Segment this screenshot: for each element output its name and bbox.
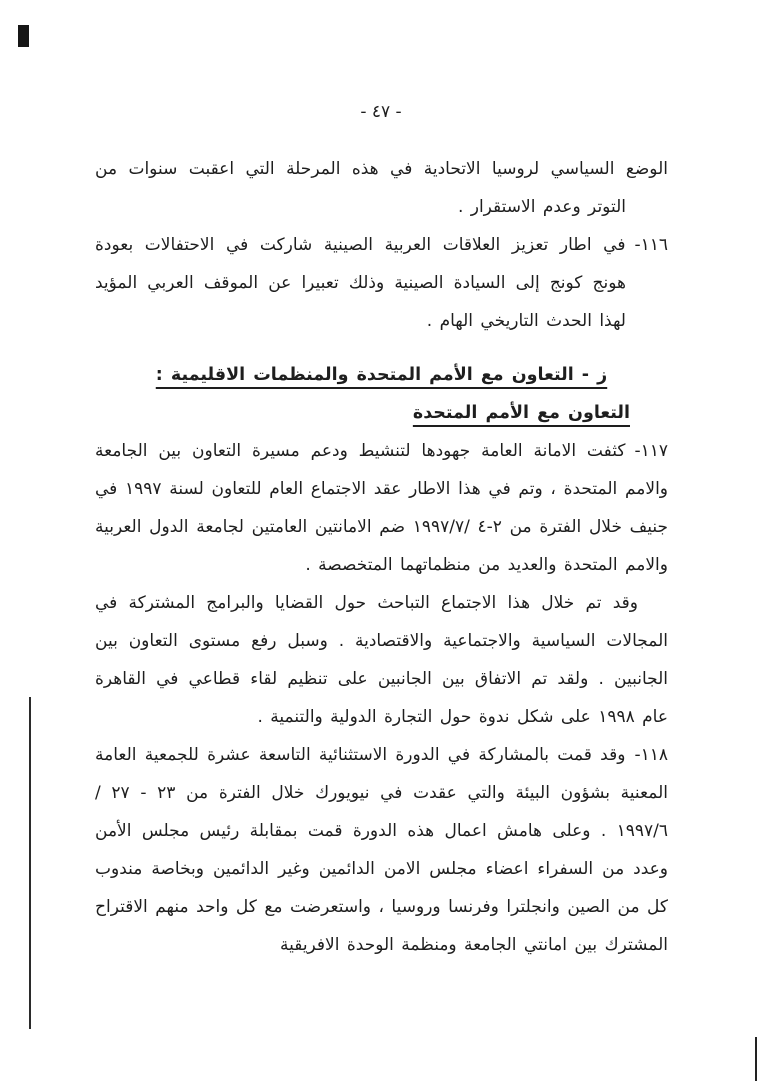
- paragraph-text: في اطار تعزيز العلاقات العربية الصينية شاركت في الاحتفالات بعودة هونج كونج إلى السيادة الصينية وذلك تعبيرا عن الموقف العربي المؤيد لهذا الحدث التاريخي الهام .: [95, 235, 626, 331]
- scan-artifact-bottom-right: [755, 1037, 757, 1081]
- page-number: - ٤٧ -: [360, 102, 402, 122]
- continuation-paragraph: الوضع السياسي لروسيا الاتحادية في هذه المرحلة التي اعقبت سنوات من التوتر وعدم الاستقرار .: [95, 159, 668, 217]
- paragraph-number: ١١٨-: [634, 745, 668, 765]
- numbered-paragraph-116: [95, 226, 668, 340]
- paragraph-number: ١١٧-: [634, 441, 668, 461]
- paragraph-text: وقد قمت بالمشاركة في الدورة الاستثنائية التاسعة عشرة للجمعية العامة المعنية بشؤون البيئة والتي عقدت في نيويورك خلال الفترة من ٢٣ - ٢٧ / ١٩٩٧/٦ . وعلى هامش اعمال هذه الدورة قمت بمقابلة رئيس مجلس الأمن وعدد من السفراء اعضاء مجلس الامن الدائمين وغير الدائمين وبخاصة مندوب كل من الصين وانجلترا وفرنسا وروسيا ، واستعرضت مع كل واحد منهم الاقتراح المشترك بين امانتي الجامعة ومنظمة الوحدة الافريقية: [95, 745, 668, 955]
- numbered-paragraph-118: [95, 736, 668, 964]
- section-subheading: التعاون مع الأمم المتحدة: [412, 403, 630, 423]
- section-heading: ز - التعاون مع الأمم المتحدة والمنظمات الاقليمية :: [155, 365, 608, 385]
- numbered-paragraph-117: [95, 432, 668, 584]
- paragraph-text: كثفت الامانة العامة جهودها لتنشيط ودعم مسيرة التعاون بين الجامعة والامم المتحدة ، وتم في هذا الاطار عقد الاجتماع العام للتعاون لسنة ١٩٩٧ في جنيف خلال الفترة من ٢-٤ /١٩٩٧/٧ ضم الامانتين العامتين لجامعة الدول العربية والامم المتحدة والعديد من منظماتهما المتخصصة .: [95, 441, 668, 575]
- scan-artifact-left-edge: [29, 697, 31, 1029]
- scan-artifact-top-left: [18, 25, 29, 47]
- paragraph-number: ١١٦-: [634, 235, 668, 255]
- indented-paragraph: وقد تم خلال هذا الاجتماع التباحث حول القضايا والبرامج المشتركة في المجالات السياسية والاجتماعية والاقتصادية . وسبل رفع مستوى التعاون بين الجانبين . ولقد تم الاتفاق بين الجانبين على تنظيم لقاء قطاعي في القاهرة عام ١٩٩٨ على شكل ندوة حول التجارة الدولية والتنمية .: [95, 593, 668, 727]
- page-content: [95, 150, 668, 964]
